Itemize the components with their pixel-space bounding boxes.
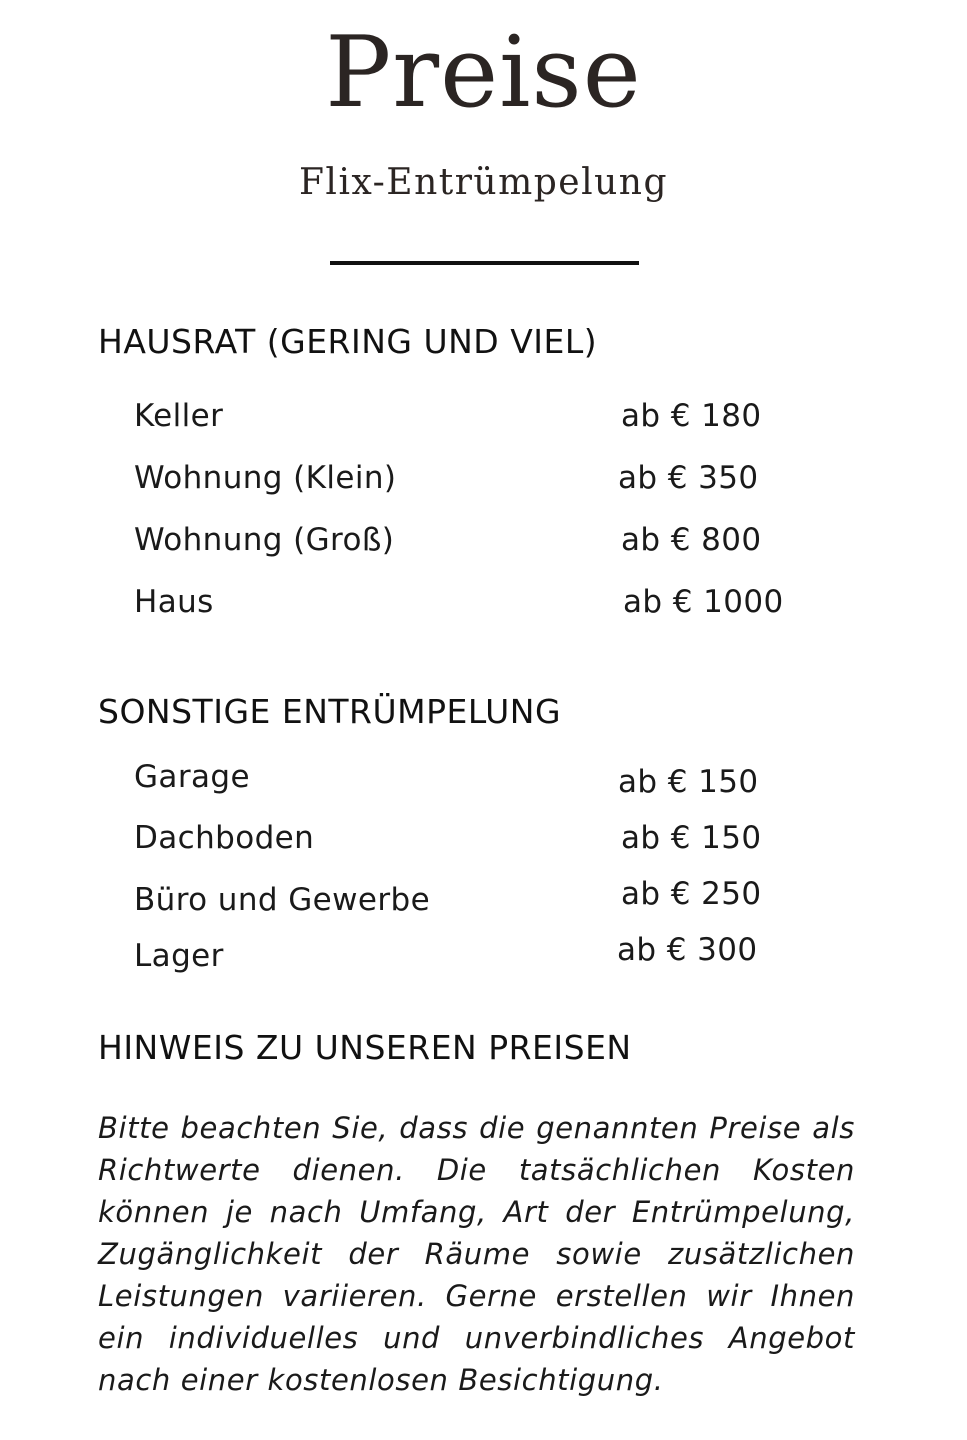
item-label-keller: Keller [134,398,224,434]
item-price-keller: ab € 180 [621,398,762,434]
item-price-haus: ab € 1000 [623,584,784,620]
item-label-lager: Lager [134,938,224,974]
section-heading-hausrat: HAUSRAT (GERING UND VIEL) [98,322,598,361]
item-price-wohnung-gross: ab € 800 [621,522,762,558]
item-price-garage: ab € 150 [618,764,759,800]
page-title: Preise [325,16,642,130]
divider [330,261,639,265]
item-price-wohnung-klein: ab € 350 [618,460,759,496]
item-price-dachboden: ab € 150 [621,820,762,856]
item-label-haus: Haus [134,584,214,620]
item-label-wohnung-gross: Wohnung (Groß) [134,522,395,558]
item-label-buero-gewerbe: Büro und Gewerbe [134,882,431,918]
price-note-paragraph: Bitte beachten Sie, dass die genannten Preise als Richtwerte dienen. Die tatsächlichen Kosten können je nach Umfang, Art der Entrümpelung, Zugänglichkeit der Räume sowie zusätzlichen Leistungen variieren. Gerne erstellen wir Ihnen ein individuelles und unverbindliches Angebot nach einer kostenlosen Besichtigung. [98,1111,855,1397]
item-label-dachboden: Dachboden [134,820,315,856]
section-heading-sonstige: SONSTIGE ENTRÜMPELUNG [98,692,562,731]
item-price-lager: ab € 300 [617,932,758,968]
section-heading-hinweis: HINWEIS ZU UNSEREN PREISEN [98,1028,632,1067]
company-name: Flix-Entrümpelung [298,162,669,203]
item-price-buero-gewerbe: ab € 250 [621,876,762,912]
item-label-garage: Garage [134,759,250,795]
item-label-wohnung-klein: Wohnung (Klein) [134,460,397,496]
